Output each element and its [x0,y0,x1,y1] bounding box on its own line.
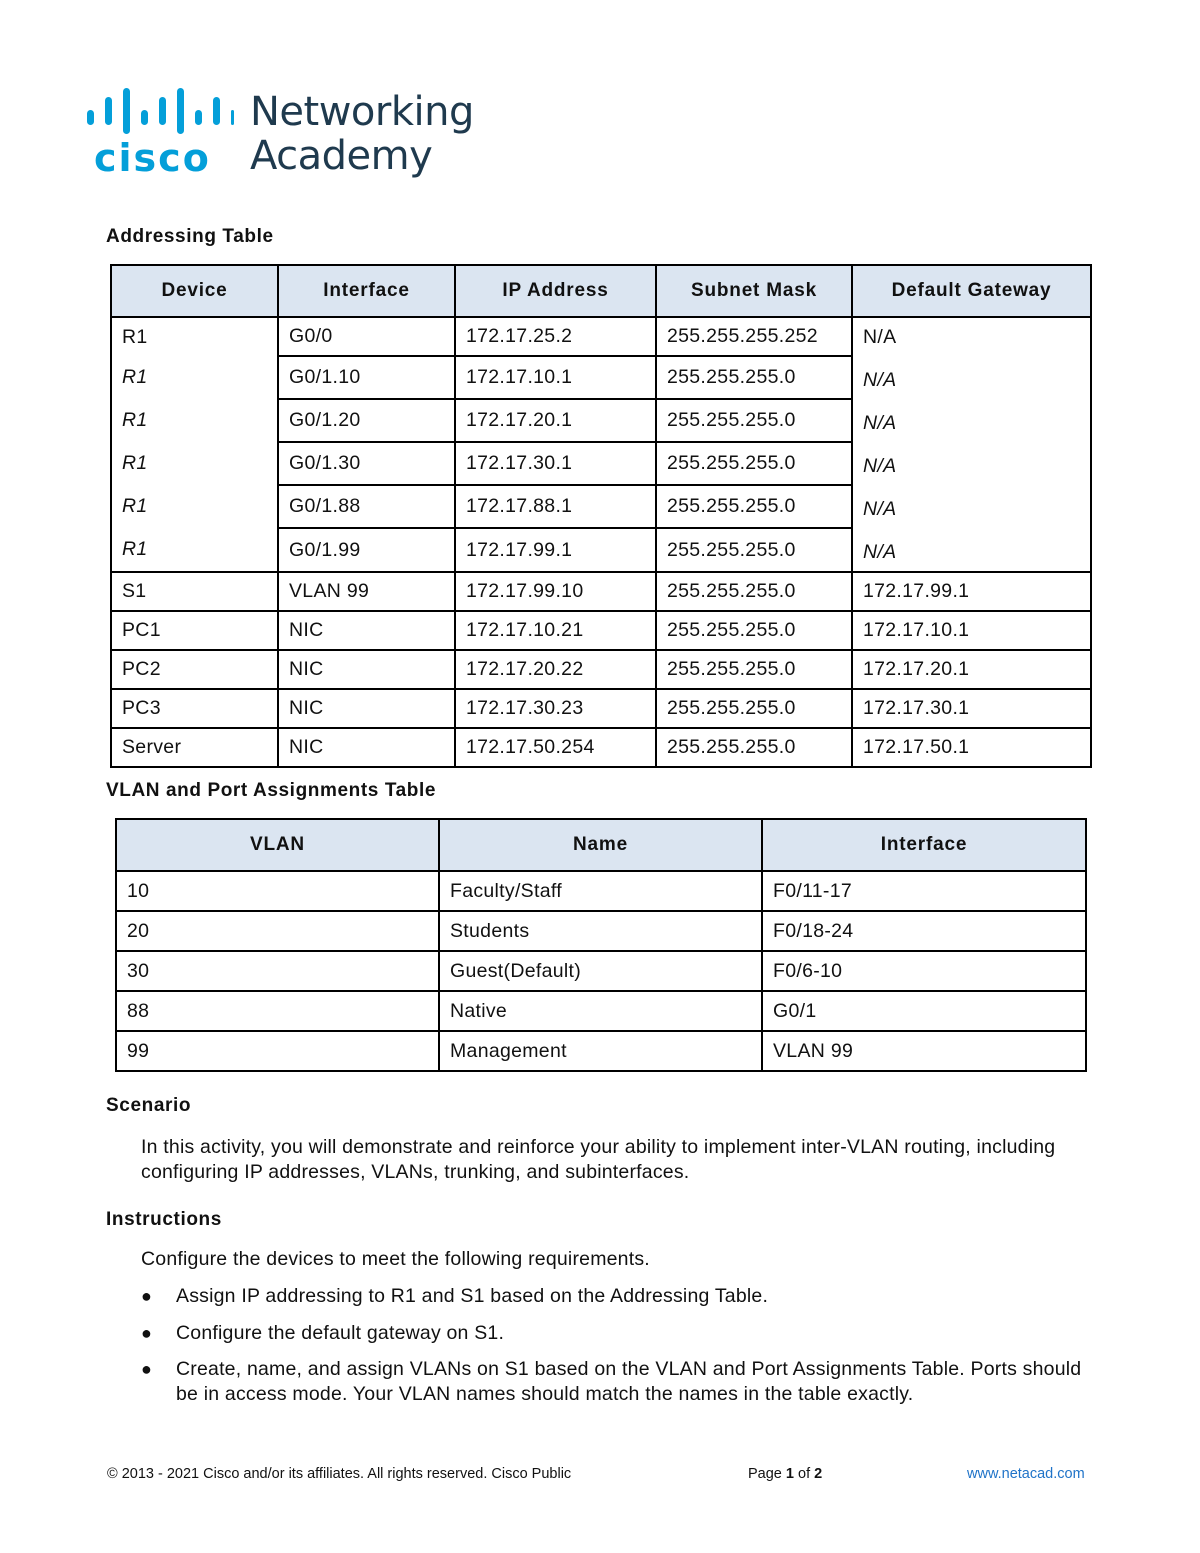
scenario-text: In this activity, you will demonstrate and reinforce your ability to implement inter-VLAN routing, including configuring IP addresses, VLANs, trunking, and subinterfaces. [141,1136,1056,1183]
vlan-cell: 20 [116,911,439,951]
list-item-text: Create, name, and assign VLANs on S1 based on the VLAN and Port Assignments Table. Ports should be in access mode. Your VLAN names should match the names in the table exactly. [176,1358,1082,1405]
page-number [748,1466,822,1482]
interface-cell: NIC [278,611,455,650]
vlan-cell: 88 [116,991,439,1031]
table-row [116,991,1086,1031]
list-item-text: Assign IP addressing to R1 and S1 based on the Addressing Table. [176,1285,769,1307]
mask-cell: 255.255.255.0 [656,611,852,650]
mask-cell: 255.255.255.0 [656,689,852,728]
interface-cell: NIC [278,728,455,767]
scenario-heading: Scenario [106,1095,192,1116]
column-header: Interface [762,819,1086,871]
gateway-cell: N/A [852,399,1091,442]
column-header: Subnet Mask [656,265,852,317]
gateway-cell: N/A [852,485,1091,528]
table-row [111,650,1091,689]
mask-cell: 255.255.255.0 [656,528,852,572]
table-row [116,871,1086,911]
vlan-cell: 10 [116,871,439,911]
interface-cell: VLAN 99 [762,1031,1086,1071]
ip-cell: 172.17.88.1 [455,485,656,528]
mask-cell: 255.255.255.252 [656,317,852,356]
device-cell: PC3 [111,689,278,728]
name-cell: Guest(Default) [439,951,762,991]
table-row [111,728,1091,767]
gateway-cell: 172.17.20.1 [852,650,1091,689]
bullet-icon: ● [141,1359,153,1379]
device-cell: PC2 [111,650,278,689]
name-cell: Native [439,991,762,1031]
table-row [111,356,1091,399]
mask-cell: 255.255.255.0 [656,399,852,442]
table-row [111,317,1091,356]
device-cell: R1 [111,528,278,572]
device-cell: R1 [111,356,278,399]
column-header: Device [111,265,278,317]
page-total: 2 [814,1466,823,1482]
vlan-port-assignments-table [115,818,1087,1072]
gateway-cell: 172.17.30.1 [852,689,1091,728]
gateway-cell: N/A [852,442,1091,485]
mask-cell: 255.255.255.0 [656,728,852,767]
cisco-networking-academy-logo [84,88,484,183]
interface-cell: G0/1.20 [278,399,455,442]
device-cell: PC1 [111,611,278,650]
interface-cell: VLAN 99 [278,572,455,611]
name-cell: Management [439,1031,762,1071]
device-cell: Server [111,728,278,767]
interface-cell: F0/6-10 [762,951,1086,991]
device-cell: S1 [111,572,278,611]
interface-cell: G0/1 [762,991,1086,1031]
column-header: VLAN [116,819,439,871]
page-current: 1 [785,1466,794,1482]
mask-cell: 255.255.255.0 [656,485,852,528]
instructions-intro: Configure the devices to meet the following requirements. [141,1248,650,1270]
footer-copyright: © 2013 - 2021 Cisco and/or its affiliates. All rights reserved. Cisco Public [107,1466,572,1482]
gateway-cell: 172.17.10.1 [852,611,1091,650]
table-header-row [111,265,1091,317]
table-row [111,572,1091,611]
gateway-cell: 172.17.99.1 [852,572,1091,611]
mask-cell: 255.255.255.0 [656,442,852,485]
vlan-cell: 99 [116,1031,439,1071]
column-header: IP Address [455,265,656,317]
table-row [111,611,1091,650]
mask-cell: 255.255.255.0 [656,650,852,689]
interface-cell: F0/18-24 [762,911,1086,951]
instructions-heading: Instructions [106,1209,222,1230]
table-row [111,528,1091,572]
device-cell: R1 [111,442,278,485]
gateway-cell: N/A [852,528,1091,572]
ip-cell: 172.17.20.1 [455,399,656,442]
brand-line-networking: Networking [250,89,474,135]
ip-cell: 172.17.30.23 [455,689,656,728]
column-header: Name [439,819,762,871]
interface-cell: G0/1.99 [278,528,455,572]
interface-cell: G0/1.30 [278,442,455,485]
vlan-table-title: VLAN and Port Assignments Table [106,780,437,801]
table-row [116,1031,1086,1071]
interface-cell: G0/1.88 [278,485,455,528]
ip-cell: 172.17.20.22 [455,650,656,689]
brand-line-academy: Academy [250,133,433,179]
device-cell: R1 [111,485,278,528]
interface-cell: G0/0 [278,317,455,356]
page-of: of [798,1466,811,1482]
ip-cell: 172.17.99.1 [455,528,656,572]
list-item-text: Configure the default gateway on S1. [176,1322,505,1344]
ip-cell: 172.17.30.1 [455,442,656,485]
device-cell: R1 [111,317,278,356]
table-header-row [116,819,1086,871]
table-row [111,689,1091,728]
bullet-icon: ● [141,1286,153,1306]
ip-cell: 172.17.99.10 [455,572,656,611]
column-header: Interface [278,265,455,317]
addressing-table-title: Addressing Table [106,226,274,247]
table-row [116,951,1086,991]
mask-cell: 255.255.255.0 [656,572,852,611]
cisco-wordmark: cisco [94,136,211,180]
table-row [111,399,1091,442]
device-cell: R1 [111,399,278,442]
page-prefix: Page [748,1466,782,1482]
table-row [111,485,1091,528]
bullet-icon: ● [141,1323,153,1343]
interface-cell: NIC [278,689,455,728]
column-header: Default Gateway [852,265,1091,317]
interface-cell: NIC [278,650,455,689]
table-row [116,911,1086,951]
interface-cell: F0/11-17 [762,871,1086,911]
addressing-table [110,264,1092,768]
ip-cell: 172.17.25.2 [455,317,656,356]
interface-cell: G0/1.10 [278,356,455,399]
ip-cell: 172.17.10.21 [455,611,656,650]
gateway-cell: 172.17.50.1 [852,728,1091,767]
name-cell: Students [439,911,762,951]
mask-cell: 255.255.255.0 [656,356,852,399]
name-cell: Faculty/Staff [439,871,762,911]
vlan-cell: 30 [116,951,439,991]
netacad-link[interactable]: www.netacad.com [967,1466,1085,1482]
ip-cell: 172.17.10.1 [455,356,656,399]
table-row [111,442,1091,485]
ip-cell: 172.17.50.254 [455,728,656,767]
gateway-cell: N/A [852,317,1091,356]
gateway-cell: N/A [852,356,1091,399]
